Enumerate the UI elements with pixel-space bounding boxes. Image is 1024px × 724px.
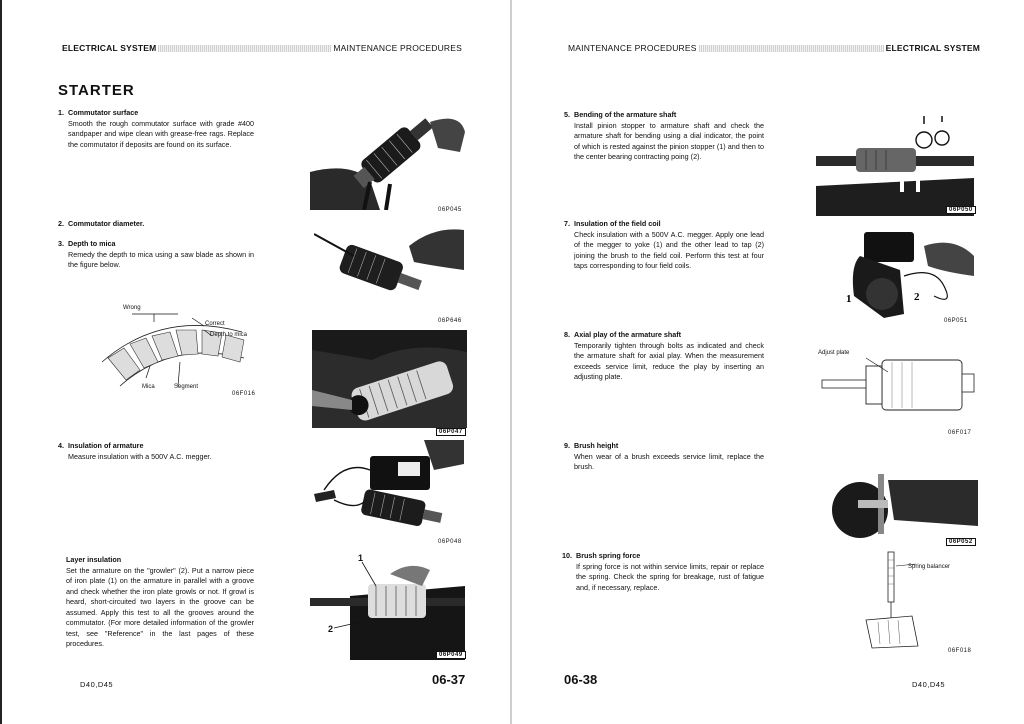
photo-field-coil-megger [824,226,974,322]
section-body: Install pinion stopper to armature shaft and check the armature shaft for bending using a dial indicator, the point of which is rested against the pinion stopper (1) and then to the center bearing contracting poing (2). [574,120,764,161]
section-depth-to-mica [58,239,254,271]
section-commutator-diameter [58,219,254,230]
model-code: D40,D45 [80,680,114,689]
section-heading: Layer insulation [66,555,122,564]
section-heading: Brush height [574,441,619,450]
section-number: 10. [562,551,572,560]
figure-code: 06P052 [946,538,976,546]
running-header [568,42,980,54]
section-number: 7. [564,219,570,228]
section-body: Smooth the rough commutator surface with grade #400 sandpaper and wipe clean with grease-free rags. Replace the commutator if deposits are found on its surface. [68,118,254,149]
section-insulation-armature [58,441,254,462]
section-brush-height [564,441,764,473]
header-section: ELECTRICAL SYSTEM [885,43,980,53]
figure-code: 06P051 [944,318,968,324]
section-heading: Commutator diameter. [68,219,145,228]
section-axial-play [564,330,764,383]
callout-1: 1 [358,553,364,563]
header-rule [158,45,331,52]
running-header [62,42,462,54]
section-layer-insulation [56,555,254,650]
right-page [512,0,1024,724]
photo-armature-megger [314,440,464,536]
section-heading: Insulation of the field coil [574,219,661,228]
section-heading: Commutator surface [68,108,139,117]
figure-code: 06P045 [438,207,462,213]
section-body: If spring force is not within service limits, repair or replace the spring. Check the spring for breakage, rust of fatigue and, if necessary, replace. [576,561,764,592]
section-body: Measure insulation with a 500V A.C. megger. [68,451,212,461]
label-correct: Correct [205,321,225,327]
section-heading: Bending of the armature shaft [574,110,677,119]
header-chapter: MAINTENANCE PROCEDURES [333,43,462,53]
photo-growler-test [310,556,465,660]
section-number: 4. [58,441,64,450]
label-wrong: Wrong [123,305,141,311]
page-title: STARTER [58,82,135,99]
section-body: When wear of a brush exceeds service limit, replace the brush. [574,451,764,471]
section-number: 5. [564,110,570,119]
section-number: 3. [58,239,64,248]
page-edge [0,0,2,724]
section-brush-spring-force [562,551,764,593]
section-armature-shaft-bending [564,110,764,163]
label-spring-balancer: Spring balancer [908,564,951,570]
section-heading: Brush spring force [576,551,641,560]
section-body: Set the armature on the "growler" (2). Put a narrow piece of iron plate (1) on the armature in parallel with a groove and check whether the iron plate growls or not. If growl is heard, short-circuited two layers in the groove can be assumed. Apply this test to all the grooves around the commutator. (For more detailed information of the growler test, see "Reference" in the last pages of these procedures. [66,565,254,648]
section-body: Temporarily tighten through bolts as indicated and check the armature shaft for axial play. When the measurement exceeds service limit, reduce the play by inserting an adjusting plate. [574,340,764,381]
label-depth-to-mica: Depth to mica [210,332,248,338]
figure-code: 06P646 [438,318,462,324]
callout-2: 2 [328,624,334,634]
section-heading: Depth to mica [68,239,116,248]
figure-code: 06F017 [948,430,972,436]
callout-2: 2 [914,291,920,303]
photo-mica-undercut [312,330,467,428]
section-heading: Axial play of the armature shaft [574,330,682,339]
header-rule [699,45,884,52]
page-number: 06-37 [432,672,466,687]
photo-brush-height [818,470,978,542]
section-commutator-surface [58,108,254,150]
photo-commutator-diameter [314,226,464,318]
left-page [0,0,510,724]
section-body: Remedy the depth to mica using a saw blade as shown in the figure below. [68,249,254,269]
header-chapter: MAINTENANCE PROCEDURES [568,43,697,53]
figure-code: 06P049 [436,651,466,659]
section-number: 9. [564,441,570,450]
label-adjust-plate: Adjust plate [818,350,850,356]
figure-code: 06P048 [438,539,462,545]
model-code: D40,D45 [912,680,946,689]
callout-1: 1 [846,293,852,305]
figure-code: 06P047 [436,428,466,436]
section-number: 1. [58,108,64,117]
section-number: 2. [58,219,64,228]
figure-code: 06P050 [946,206,976,214]
photo-dial-indicator [816,116,974,216]
page-number: 06-38 [564,672,598,687]
section-heading: Insulation of armature [68,441,144,450]
section-field-coil-insulation [564,219,764,272]
figure-code: 06F016 [232,391,256,397]
header-section: ELECTRICAL SYSTEM [62,43,157,53]
section-number: 8. [564,330,570,339]
figure-code: 06F018 [948,648,972,654]
section-body: Check insulation with a 500V A.C. megger. Apply one lead of the megger to yoke (1) and the other lead to tap (2) joining the brush to the field coil. Perform this test at four taps corresponding to four field coils. [574,229,764,270]
label-segment: Segment [174,384,199,390]
photo-commutator-sanding [310,112,465,210]
label-mica: Mica [142,384,155,390]
